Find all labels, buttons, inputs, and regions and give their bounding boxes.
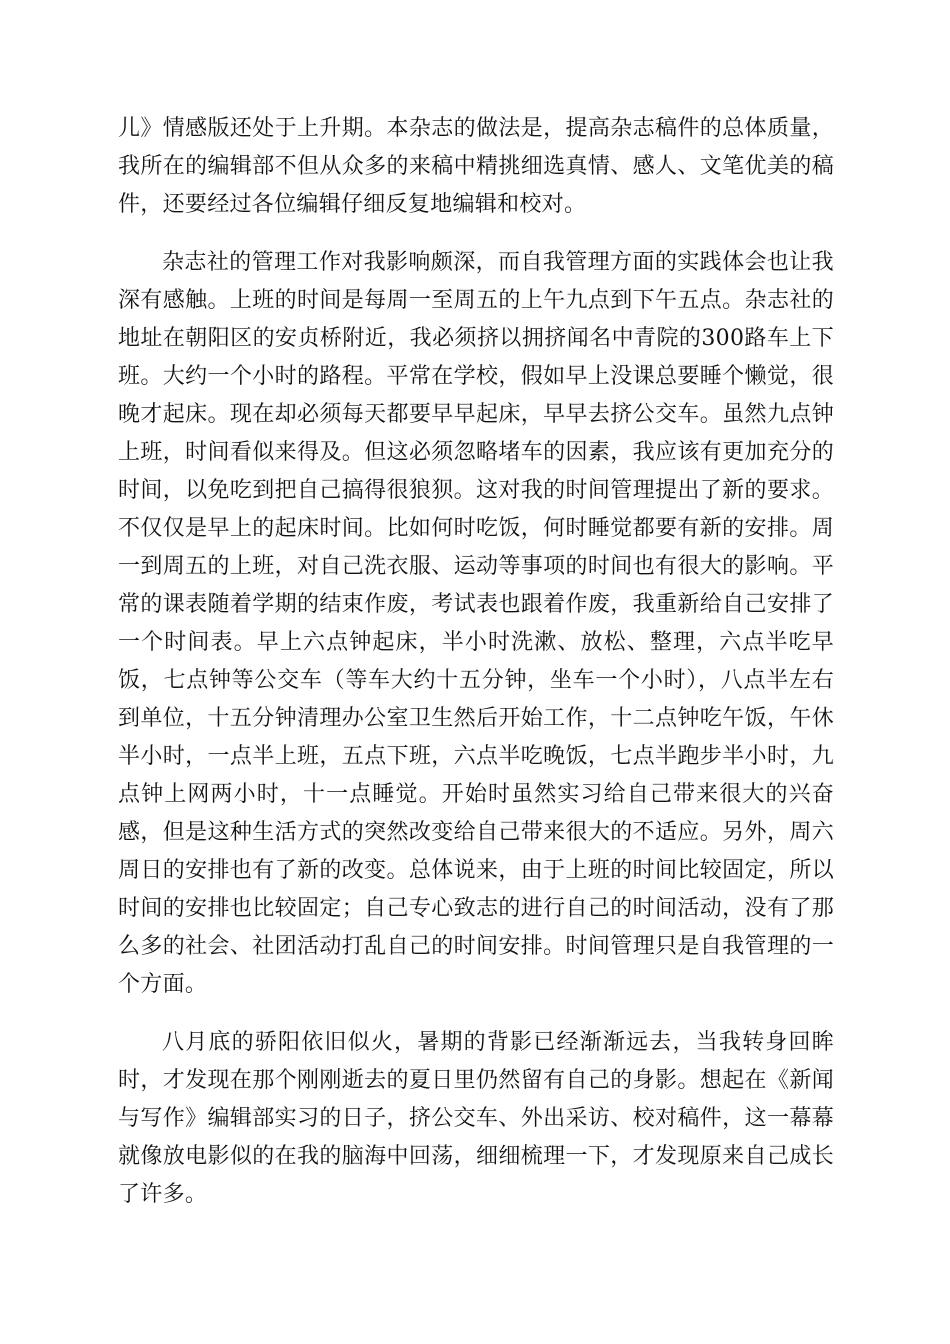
paragraph-1: 儿》情感版还处于上升期。本杂志的做法是，提高杂志稿件的总体质量，我所在的编辑部不但从众多的来稿中精挑细选真情、感人、文笔优美的稿件，还要经过各位编辑仔细反复地编辑和校对。 (118, 116, 834, 217)
paragraph-3: 八月底的骄阳依旧似火，暑期的背影已经渐渐远去，当我转身回眸时，才发现在那个刚刚逝去的夏日里仍然留有自己的身影。想起在《新闻与写作》编辑部实习的日子，挤公交车、外出采访、校对稿件，这一幕幕就像放电影似的在我的脑海中回荡，细细梳理一下，才发现原来自己成长了许多。 (118, 1030, 834, 1207)
paragraph-2: 杂志社的管理工作对我影响颇深，而自我管理方面的实践体会也让我深有感触。上班的时间是每周一至周五的上午九点到下午五点。杂志社的地址在朝阳区的安贞桥附近，我必须挤以拥挤闻名中青院的300路车上下班。大约一个小时的路程。平常在学校，假如早上没课总要睡个懒觉，很晚才起床。现在却必须每天都要早早起床，早早去挤公交车。虽然九点钟上班，时间看似来得及。但这必须忽略堵车的因素，我应该有更加充分的时间，以免吃到把自己搞得很狼狈。这对我的时间管理提出了新的要求。不仅仅是早上的起床时间。比如何时吃饭，何时睡觉都要有新的安排。周一到周五的上班，对自己洗衣服、运动等事项的时间也有很大的影响。平常的课表随着学期的结束作废，考试表也跟着作废，我重新给自己安排了一个时间表。早上六点钟起床，半小时洗漱、放松、整理，六点半吃早饭，七点钟等公交车（等车大约十五分钟，坐车一个小时），八点半左右到单位，十五分钟清理办公室卫生然后开始工作，十二点钟吃午饭，午休半小时，一点半上班，五点下班，六点半吃晚饭，七点半跑步半小时，九点钟上网两小时，十一点睡觉。开始时虽然实习给自己带来很大的兴奋感，但是这种生活方式的突然改变给自己带来很大的不适应。另外，周六周日的安排也有了新的改变。总体说来，由于上班的时间比较固定，所以时间的安排也比较固定；自己专心致志的进行自己的时间活动，没有了那么多的社会、社团活动打乱自己的时间安排。时间管理只是自我管理的一个方面。 (118, 250, 834, 997)
document-page (118, 110, 834, 1214)
